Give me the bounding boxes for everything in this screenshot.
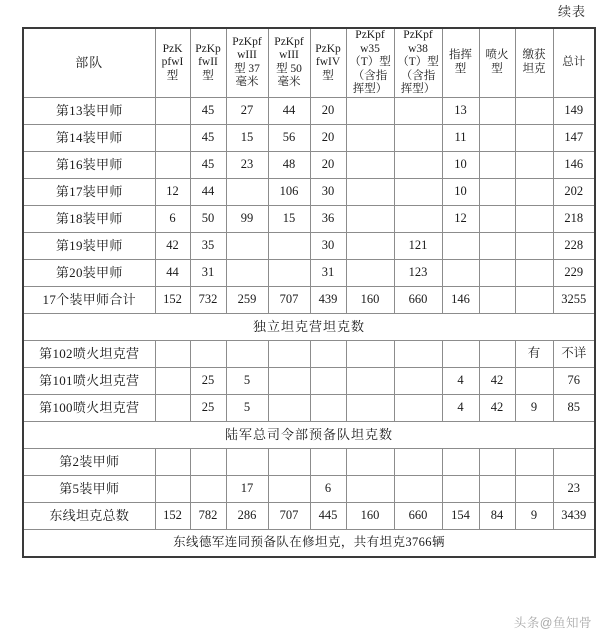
cell-flame (479, 340, 515, 367)
cell-pz35t: 160 (346, 286, 394, 313)
table-row (23, 340, 595, 367)
cell-pz4 (310, 448, 346, 475)
cell-pz35t (346, 394, 394, 421)
column-header-line: wIII (279, 49, 299, 62)
section-header-row (23, 421, 595, 448)
cell-pz3_37: 23 (226, 151, 268, 178)
cell-pz38t (394, 205, 442, 232)
cell-pz1: 152 (155, 502, 190, 529)
cell-pz3_50: 56 (268, 124, 310, 151)
cell-pz35t (346, 259, 394, 286)
column-header-line: 挥型） (400, 83, 436, 96)
column-header-cmd (442, 28, 479, 97)
cell-pz3_37 (226, 259, 268, 286)
cell-pz1 (155, 394, 190, 421)
watermark: 头条@鱼知骨 (513, 616, 592, 630)
column-header-line: fwII (198, 56, 218, 69)
cell-pz3_37: 259 (226, 286, 268, 313)
table-row (23, 448, 595, 475)
column-header-line: 型 50 (276, 62, 302, 75)
table-row (23, 151, 595, 178)
cell-pz3_37: 5 (226, 367, 268, 394)
cell-unit-name: 第100喷火坦克营 (23, 394, 155, 421)
cell-cmd: 4 (442, 394, 479, 421)
cell-flame (479, 178, 515, 205)
cell-pz2: 31 (190, 259, 226, 286)
cell-pz4: 6 (310, 475, 346, 502)
cell-pz1: 152 (155, 286, 190, 313)
cell-total: 229 (553, 259, 595, 286)
cell-pz2 (190, 475, 226, 502)
cell-cmd: 12 (442, 205, 479, 232)
column-header-line: 型 (322, 69, 334, 82)
cell-flame: 42 (479, 394, 515, 421)
cell-cmd: 10 (442, 151, 479, 178)
cell-pz4: 20 (310, 151, 346, 178)
cell-total: 147 (553, 124, 595, 151)
cell-unit-name: 第19装甲师 (23, 232, 155, 259)
cell-unit-name: 第101喷火坦克营 (23, 367, 155, 394)
cell-pz3_37: 27 (226, 97, 268, 124)
column-header-line: PzKp (195, 42, 221, 55)
column-header-line: 毫米 (235, 76, 259, 89)
cell-pz4: 439 (310, 286, 346, 313)
column-header-line: 型 (491, 62, 503, 75)
table-row (23, 232, 595, 259)
cell-flame (479, 259, 515, 286)
cell-total: 3255 (553, 286, 595, 313)
cell-flame (479, 475, 515, 502)
column-header-line: w35 (360, 42, 380, 55)
cell-pz1 (155, 367, 190, 394)
cell-captured (515, 367, 553, 394)
cell-pz38t (394, 448, 442, 475)
cell-pz2: 45 (190, 124, 226, 151)
column-header-line: fwIV (315, 56, 341, 69)
column-header-line: （含指 (400, 69, 436, 82)
cell-captured: 有 (515, 340, 553, 367)
cell-pz4: 445 (310, 502, 346, 529)
cell-pz2: 44 (190, 178, 226, 205)
column-header-pz35t (346, 28, 394, 97)
cell-pz38t (394, 367, 442, 394)
cell-pz2: 50 (190, 205, 226, 232)
cell-total (553, 448, 595, 475)
cell-pz35t (346, 367, 394, 394)
column-header-line: （含指 (352, 69, 388, 82)
cell-flame (479, 448, 515, 475)
cell-pz35t (346, 205, 394, 232)
cell-cmd (442, 448, 479, 475)
cell-pz35t (346, 232, 394, 259)
table-row (23, 124, 595, 151)
cell-pz4 (310, 340, 346, 367)
cell-cmd (442, 340, 479, 367)
section-header-row (23, 313, 595, 340)
cell-pz3_37: 286 (226, 502, 268, 529)
cell-pz4: 20 (310, 97, 346, 124)
cell-total: 23 (553, 475, 595, 502)
table-header-row (23, 28, 595, 97)
cell-pz3_37 (226, 340, 268, 367)
table-row (23, 367, 595, 394)
cell-total: 218 (553, 205, 595, 232)
cell-pz3_50: 106 (268, 178, 310, 205)
cell-unit-name: 第13装甲师 (23, 97, 155, 124)
cell-cmd: 154 (442, 502, 479, 529)
column-header-line: 部队 (75, 55, 104, 71)
cell-pz3_37 (226, 232, 268, 259)
cell-pz1 (155, 151, 190, 178)
cell-pz2: 782 (190, 502, 226, 529)
column-header-line: PzKpf (274, 35, 304, 48)
cell-captured (515, 448, 553, 475)
column-header-line: 指挥 (449, 49, 472, 62)
cell-pz4: 30 (310, 178, 346, 205)
cell-pz2: 25 (190, 367, 226, 394)
cell-pz4: 30 (310, 232, 346, 259)
cell-pz35t (346, 340, 394, 367)
cell-pz3_37 (226, 448, 268, 475)
table-footnote-text: 东线德军连同预备队在修坦克，共有坦克3766辆 (23, 529, 595, 557)
column-header-line: PzKp (315, 42, 341, 55)
cell-unit-name: 第18装甲师 (23, 205, 155, 232)
cell-pz3_50 (268, 448, 310, 475)
cell-pz3_50: 707 (268, 502, 310, 529)
cell-pz35t (346, 124, 394, 151)
cell-pz3_50: 15 (268, 205, 310, 232)
cell-pz2: 25 (190, 394, 226, 421)
cell-pz38t (394, 97, 442, 124)
cell-cmd (442, 259, 479, 286)
cell-pz35t: 160 (346, 502, 394, 529)
section-header-label: 独立坦克营坦克数 (23, 313, 595, 340)
cell-pz3_37: 15 (226, 124, 268, 151)
cell-captured: 9 (515, 394, 553, 421)
column-header-line: 喷火 (485, 49, 509, 62)
cell-cmd (442, 232, 479, 259)
cell-captured (515, 151, 553, 178)
cell-pz38t: 660 (394, 286, 442, 313)
column-header-line: PzKpf (232, 35, 262, 48)
cell-pz1 (155, 97, 190, 124)
cell-total: 不详 (553, 340, 595, 367)
cell-total: 149 (553, 97, 595, 124)
table-row (23, 259, 595, 286)
cell-pz35t (346, 151, 394, 178)
cell-pz3_37: 17 (226, 475, 268, 502)
table-body (23, 28, 595, 557)
cell-pz38t: 121 (394, 232, 442, 259)
cell-pz38t: 123 (394, 259, 442, 286)
cell-total: 85 (553, 394, 595, 421)
cell-pz38t (394, 340, 442, 367)
column-header-line: 毫米 (277, 76, 301, 89)
cell-pz2: 35 (190, 232, 226, 259)
tank-strength-table (22, 27, 596, 558)
cell-pz38t (394, 178, 442, 205)
column-header-pz3_50 (268, 28, 310, 97)
column-header-line: 挥型） (352, 83, 388, 96)
column-header-line: 坦克 (522, 62, 546, 75)
cell-pz3_50 (268, 475, 310, 502)
cell-pz4 (310, 367, 346, 394)
column-header-line: 总计 (562, 56, 586, 69)
cell-pz35t (346, 97, 394, 124)
column-header-line: pfwI (161, 56, 184, 69)
cell-total: 202 (553, 178, 595, 205)
cell-captured (515, 286, 553, 313)
cell-pz2 (190, 340, 226, 367)
cell-flame (479, 97, 515, 124)
cell-pz1: 6 (155, 205, 190, 232)
cell-pz4: 20 (310, 124, 346, 151)
column-header-line: 型 (202, 69, 214, 82)
table-row (23, 502, 595, 529)
column-header-total (553, 28, 595, 97)
table-row (23, 178, 595, 205)
column-header-line: 型 (166, 69, 179, 82)
cell-captured (515, 475, 553, 502)
cell-pz3_50 (268, 367, 310, 394)
cell-pz1 (155, 340, 190, 367)
cell-pz3_50: 44 (268, 97, 310, 124)
cell-pz35t (346, 178, 394, 205)
cell-pz3_37: 99 (226, 205, 268, 232)
cell-total: 3439 (553, 502, 595, 529)
cell-flame (479, 232, 515, 259)
cell-cmd: 13 (442, 97, 479, 124)
cell-captured (515, 97, 553, 124)
cell-captured: 9 (515, 502, 553, 529)
cell-pz1 (155, 124, 190, 151)
cell-unit-name: 第14装甲师 (23, 124, 155, 151)
column-header-pz3_37 (226, 28, 268, 97)
cell-captured (515, 259, 553, 286)
column-header-line: PzK (162, 42, 183, 55)
cell-flame (479, 286, 515, 313)
column-header-line: w38 (408, 42, 428, 55)
cell-cmd: 10 (442, 178, 479, 205)
cell-pz3_37: 5 (226, 394, 268, 421)
cell-pz2: 45 (190, 151, 226, 178)
cell-pz2 (190, 448, 226, 475)
cell-flame: 84 (479, 502, 515, 529)
cell-pz3_37 (226, 178, 268, 205)
cell-pz3_50 (268, 340, 310, 367)
cell-unit-name: 第102喷火坦克营 (23, 340, 155, 367)
table-row (23, 475, 595, 502)
cell-total: 146 (553, 151, 595, 178)
table-row (23, 286, 595, 313)
column-header-captured (515, 28, 553, 97)
table-row (23, 205, 595, 232)
cell-pz38t (394, 394, 442, 421)
cell-pz4: 36 (310, 205, 346, 232)
cell-unit-name: 第16装甲师 (23, 151, 155, 178)
column-header-pz1 (155, 28, 190, 97)
cell-pz38t: 660 (394, 502, 442, 529)
cell-unit-name: 第20装甲师 (23, 259, 155, 286)
column-header-line: PzKpf (403, 29, 433, 41)
cell-unit-name: 第5装甲师 (23, 475, 155, 502)
cell-flame (479, 151, 515, 178)
cell-unit-name: 第2装甲师 (23, 448, 155, 475)
cell-pz3_50: 48 (268, 151, 310, 178)
cell-pz1: 12 (155, 178, 190, 205)
column-header-pz38t (394, 28, 442, 97)
cell-pz2: 45 (190, 97, 226, 124)
column-header-unit (23, 28, 155, 97)
cell-captured (515, 178, 553, 205)
cell-pz3_50: 707 (268, 286, 310, 313)
cell-total: 228 (553, 232, 595, 259)
table-footnote-row (23, 529, 595, 557)
cell-unit-name: 17个装甲师合计 (23, 286, 155, 313)
table-row (23, 97, 595, 124)
cell-flame (479, 124, 515, 151)
cell-unit-name: 第17装甲师 (23, 178, 155, 205)
column-header-line: wIII (237, 49, 257, 62)
cell-pz4 (310, 394, 346, 421)
cell-captured (515, 205, 553, 232)
cell-pz38t (394, 475, 442, 502)
column-header-line: （T）型 (397, 56, 439, 69)
cell-pz1 (155, 448, 190, 475)
cell-pz35t (346, 448, 394, 475)
continuation-label: 续表 (557, 4, 586, 19)
table-row (23, 394, 595, 421)
cell-pz3_50 (268, 394, 310, 421)
column-header-line: （T）型 (349, 56, 391, 69)
column-header-line: 型 (454, 62, 467, 75)
cell-pz4: 31 (310, 259, 346, 286)
column-header-line: 缴获 (522, 49, 546, 62)
cell-pz3_50 (268, 259, 310, 286)
cell-pz38t (394, 151, 442, 178)
cell-pz2: 732 (190, 286, 226, 313)
cell-pz38t (394, 124, 442, 151)
cell-cmd: 146 (442, 286, 479, 313)
cell-flame (479, 205, 515, 232)
column-header-line: 型 37 (234, 62, 260, 75)
cell-captured (515, 232, 553, 259)
cell-total: 76 (553, 367, 595, 394)
column-header-flame (479, 28, 515, 97)
column-header-pz2 (190, 28, 226, 97)
cell-pz35t (346, 475, 394, 502)
cell-captured (515, 124, 553, 151)
cell-pz1: 44 (155, 259, 190, 286)
cell-pz1: 42 (155, 232, 190, 259)
column-header-pz4 (310, 28, 346, 97)
cell-cmd: 11 (442, 124, 479, 151)
cell-flame: 42 (479, 367, 515, 394)
column-header-line: PzKpf (355, 29, 385, 41)
cell-pz3_50 (268, 232, 310, 259)
cell-cmd (442, 475, 479, 502)
cell-unit-name: 东线坦克总数 (23, 502, 155, 529)
cell-cmd: 4 (442, 367, 479, 394)
cell-pz1 (155, 475, 190, 502)
section-header-label: 陆军总司令部预备队坦克数 (23, 421, 595, 448)
